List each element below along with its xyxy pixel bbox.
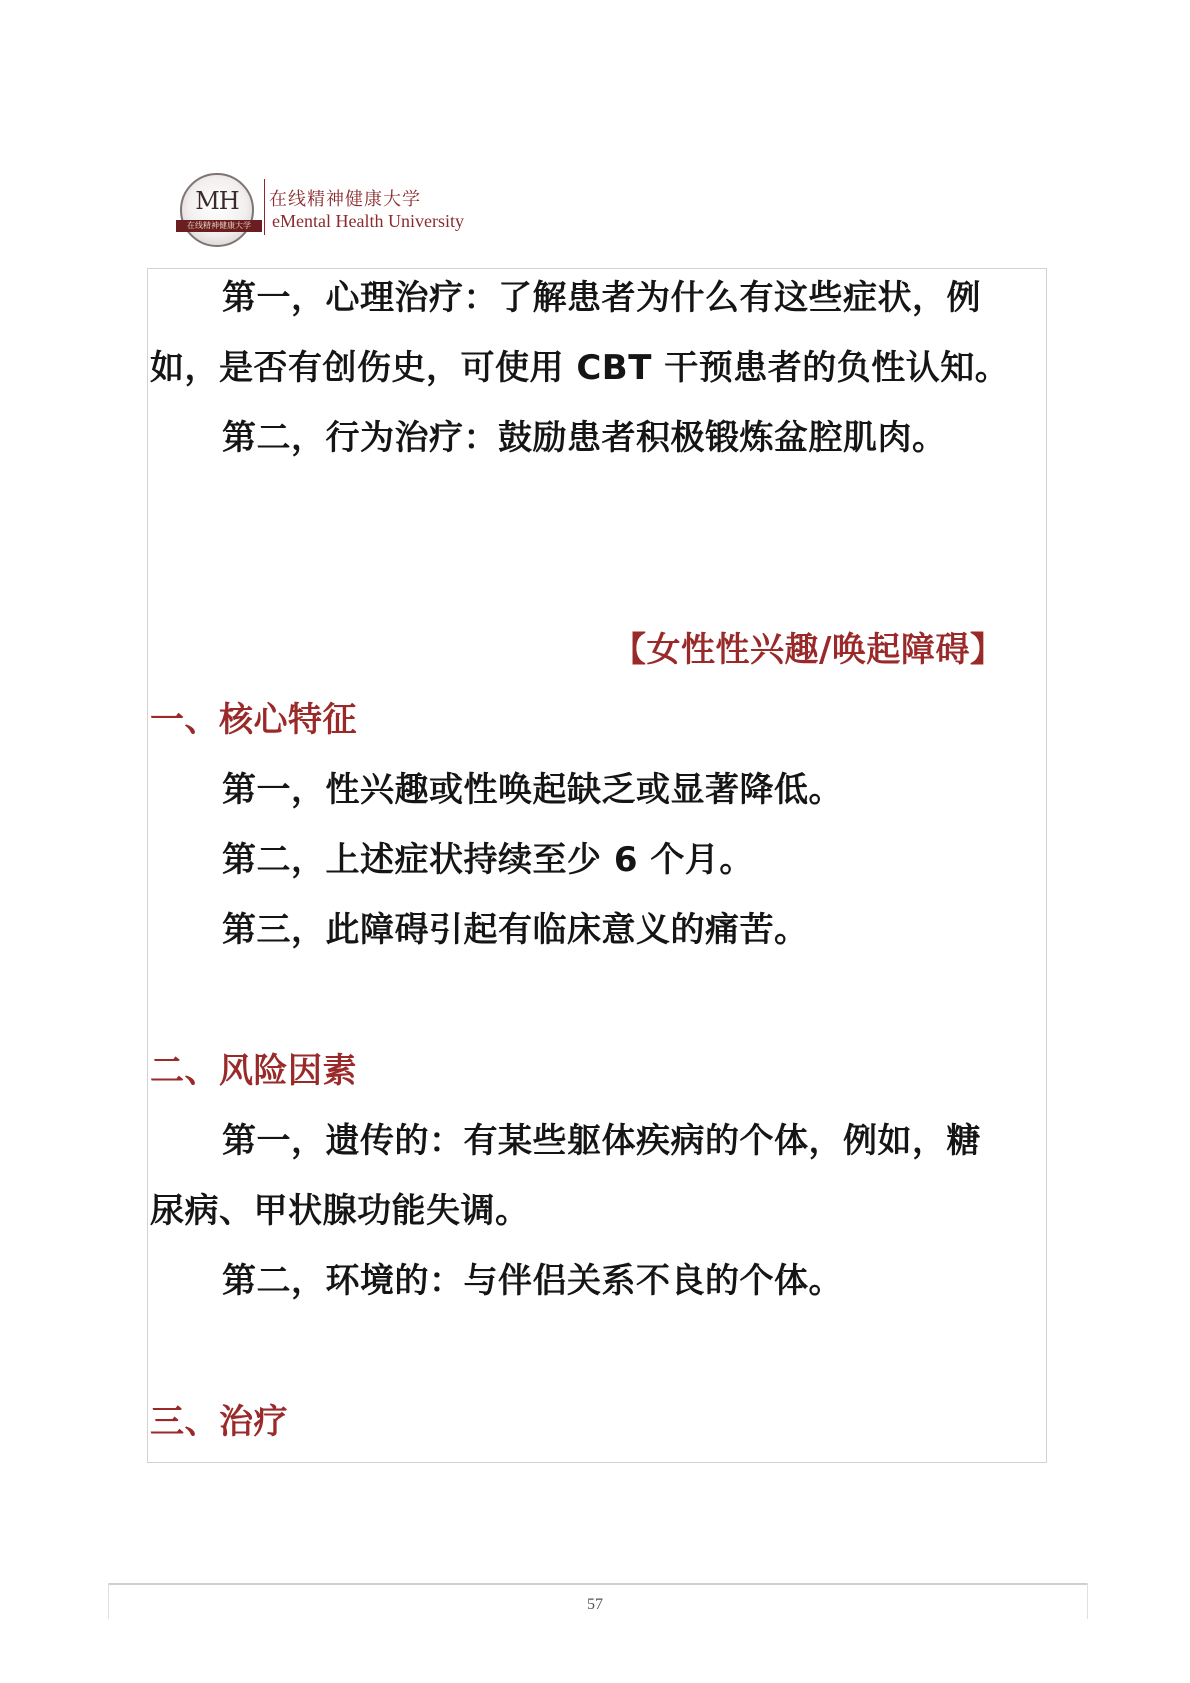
section-heading: 二、风险因素 [150,1051,357,1091]
disorder-title: 【女性性兴趣/唤起障碍】 [612,630,1005,670]
list-item: 第三，此障碍引起有临床意义的痛苦。 [222,910,809,950]
university-name-cn: 在线精神健康大学 [269,189,421,210]
list-item: 尿病、甲状腺功能失调。 [150,1191,530,1231]
logo-ribbon: 在线精神健康大学 [176,220,262,232]
paragraph-text: 第二，行为治疗：鼓励患者积极锻炼盆腔肌肉。 [222,418,947,458]
logo-mark: MH [195,187,239,215]
header-logo [172,173,512,248]
list-item: 第一，遗传的：有某些躯体疾病的个体，例如，糖 [222,1121,981,1161]
university-name-en: eMental Health University [272,211,464,231]
section-heading: 一、核心特征 [150,700,357,740]
footer-rule [108,1583,1088,1585]
list-item: 第二，上述症状持续至少 6 个月。 [222,840,754,880]
paragraph-text: 第一，心理治疗：了解患者为什么有这些症状，例 [222,278,981,318]
paragraph-text: 如，是否有创伤史，可使用 CBT 干预患者的负性认知。 [150,348,1010,388]
university-seal-icon [180,173,254,247]
page-number: 57 [587,1596,603,1613]
logo-divider [264,179,265,235]
section-heading: 三、治疗 [150,1402,288,1442]
list-item: 第一，性兴趣或性唤起缺乏或显著降低。 [222,770,843,810]
list-item: 第二，环境的：与伴侣关系不良的个体。 [222,1261,843,1301]
